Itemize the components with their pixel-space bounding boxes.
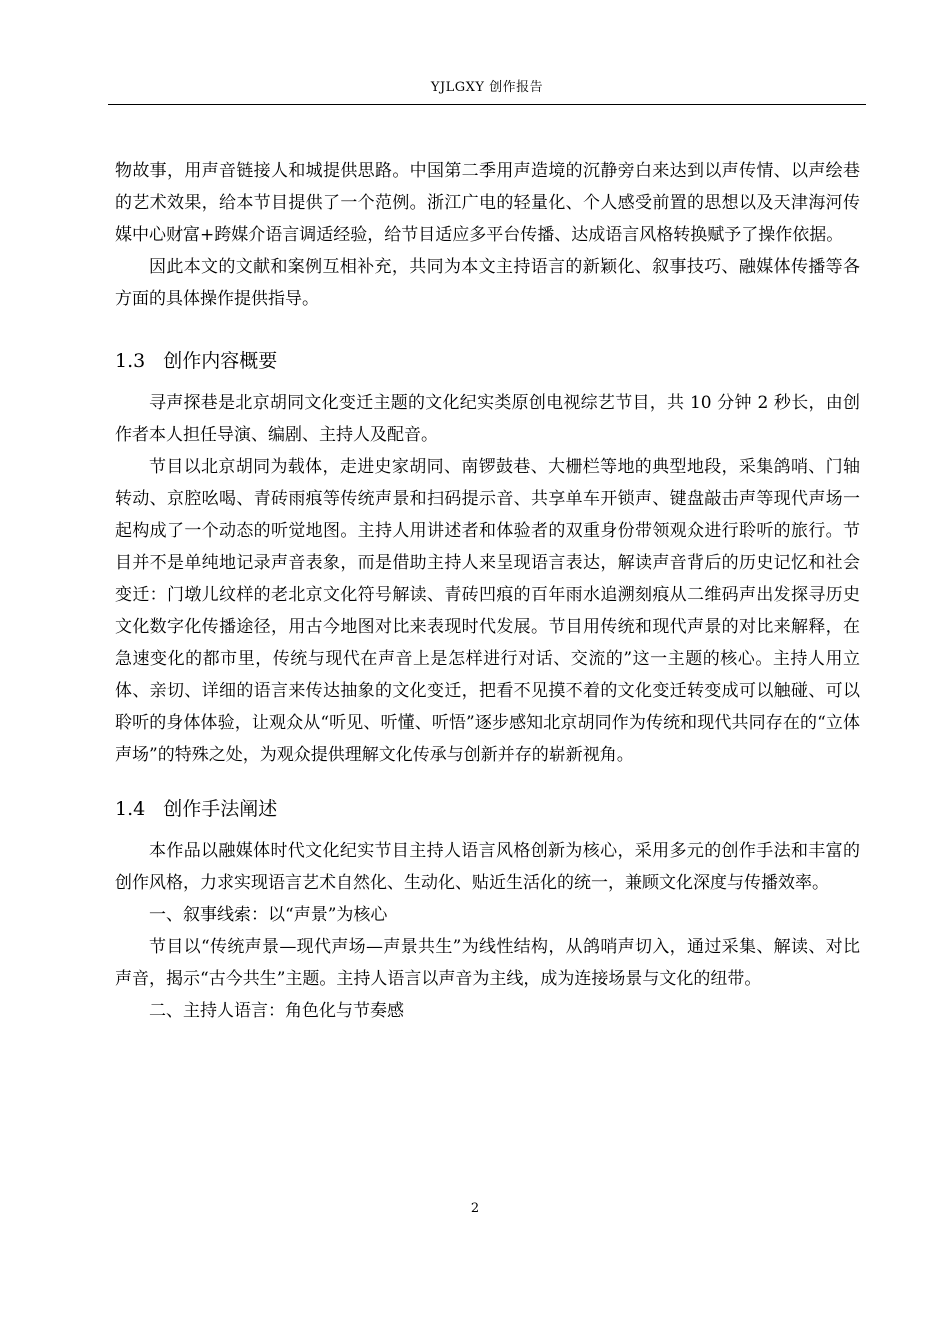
subheading-paragraph: 二、主持人语言：角色化与节奏感 — [149, 1001, 404, 1021]
section-number: 1.4 — [115, 798, 146, 820]
document-body — [115, 155, 860, 1027]
section-heading-1-3 — [115, 345, 860, 377]
section-title: 创作手法阐述 — [163, 798, 278, 820]
section-number: 1.3 — [115, 350, 146, 372]
page-number: 2 — [470, 1201, 480, 1216]
body-paragraph: 节目以“传统声景—现代声场—声景共生”为线性结构，从鸽哨声切入，通过采集、解读、对比声音，揭示“古今共生”主题。主持人语言以声音为主线，成为连接场景与文化的纽带。 — [115, 937, 860, 989]
header-title: YJLGXY 创作报告 — [430, 80, 544, 95]
page-header — [108, 76, 866, 105]
body-paragraph: 本作品以融媒体时代文化纪实节目主持人语言风格创新为核心，采用多元的创作手法和丰富的创作风格，力求实现语言艺术自然化、生动化、贴近生活化的统一，兼顾文化深度与传播效率。 — [115, 841, 860, 893]
section-title: 创作内容概要 — [163, 350, 278, 372]
body-paragraph: 因此本文的文献和案例互相补充，共同为本文主持语言的新颖化、叙事技巧、融媒体传播等各方面的具体操作提供指导。 — [115, 257, 860, 309]
subheading-paragraph: 一、叙事线索：以“声景”为核心 — [149, 905, 388, 925]
body-paragraph: 物故事，用声音链接人和城提供思路。中国第二季用声造境的沉静旁白来达到以声传情、以声绘巷的艺术效果，给本节目提供了一个范例。浙江广电的轻量化、个人感受前置的思想以及天津海河传媒中心财富+跨媒介语言调适经验，给节目适应多平台传播、达成语言风格转换赋予了操作依据。 — [115, 161, 860, 245]
section-heading-1-4 — [115, 793, 860, 825]
body-paragraph: 节目以北京胡同为载体，走进史家胡同、南锣鼓巷、大栅栏等地的典型地段，采集鸽哨、门轴转动、京腔吆喝、青砖雨痕等传统声景和扫码提示音、共享单车开锁声、键盘敲击声等现代声场一起构成了一个动态的听觉地图。主持人用讲述者和体验者的双重身份带领观众进行聆听的旅行。节目并不是单纯地记录声音表象，而是借助主持人来呈现语言表达，解读声音背后的历史记忆和社会变迁：门墩儿纹样的老北京文化符号解读、青砖凹痕的百年雨水追溯刻痕从二维码声出发探寻历史文化数字化传播途径，用古今地图对比来表现时代发展。节目用传统和现代声景的对比来解释，在急速变化的都市里，传统与现代在声音上是怎样进行对话、交流的”这一主题的核心。主持人用立体、亲切、详细的语言来传达抽象的文化变迁，把看不见摸不着的文化变迁转变成可以触碰、可以聆听的身体体验，让观众从“听见、听懂、听悟”逐步感知北京胡同作为传统和现代共同存在的“立体声场”的特殊之处，为观众提供理解文化传承与创新并存的崭新视角。 — [115, 457, 860, 765]
body-paragraph: 寻声探巷是北京胡同文化变迁主题的文化纪实类原创电视综艺节目，共 10 分钟 2 秒长，由创作者本人担任导演、编剧、主持人及配音。 — [115, 393, 860, 445]
